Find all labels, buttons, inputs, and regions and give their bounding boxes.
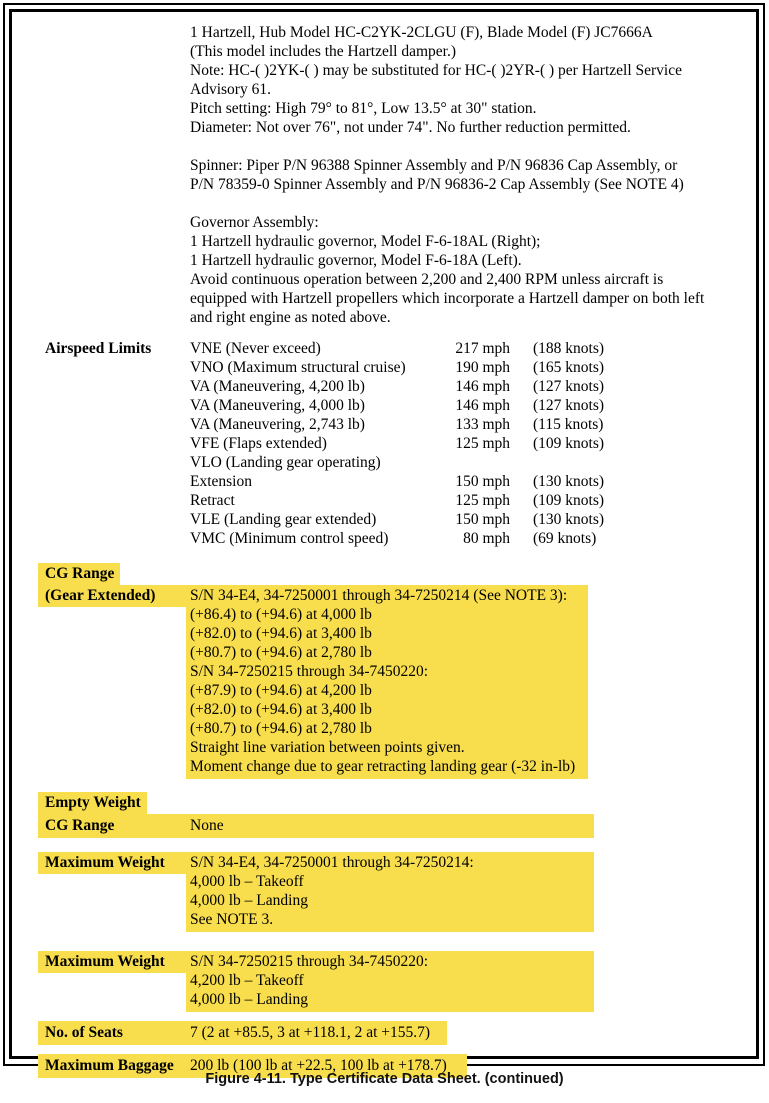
cg-range-section xyxy=(45,563,734,779)
airspeed-mph: 150 mph xyxy=(455,473,510,490)
text-line: equipped with Hartzell propellers which incorporate a Hartzell damper on both left xyxy=(190,290,705,307)
airspeed-knots: (115 knots) xyxy=(533,416,604,433)
cg-range-label-line2 xyxy=(45,585,190,607)
airspeed-limits-section xyxy=(45,339,734,548)
airspeed-knots: (165 knots) xyxy=(533,359,605,376)
airspeed-term: VA (Maneuvering, 4,200 lb) xyxy=(190,378,365,395)
airspeed-term: VMC (Minimum control speed) xyxy=(190,530,389,547)
airspeed-knots: (130 knots) xyxy=(533,473,605,490)
airspeed-row xyxy=(190,377,734,396)
text-line: 4,000 lb – Landing xyxy=(190,892,308,909)
cg-range-body-row xyxy=(45,585,734,779)
airspeed-mph xyxy=(455,453,510,472)
airspeed-term: VNE (Never exceed) xyxy=(190,340,321,357)
governor-paragraph xyxy=(190,213,734,327)
maximum-weight-1-label xyxy=(45,852,190,874)
airspeed-mph: 133 mph xyxy=(455,416,510,433)
airspeed-limits-table xyxy=(190,339,734,548)
airspeed-mph: 217 mph xyxy=(455,340,510,357)
airspeed-mph: 190 mph xyxy=(455,359,510,376)
text-line: (+80.7) to (+94.6) at 2,780 lb xyxy=(190,644,372,661)
baggage-value: 200 lb (100 lb at +22.5, 100 lb at +178.7) xyxy=(190,1057,447,1074)
text-line: Diameter: Not over 76", not under 74". No further reduction permitted. xyxy=(190,119,631,136)
airspeed-row xyxy=(190,415,734,434)
airspeed-term: Retract xyxy=(190,492,235,509)
text-line: (+80.7) to (+94.6) at 2,780 lb xyxy=(190,720,372,737)
highlight: CG Range xyxy=(38,563,120,585)
airspeed-mph: 146 mph xyxy=(455,378,510,395)
airspeed-term: Extension xyxy=(190,473,252,490)
maximum-weight-2-values xyxy=(190,951,734,1012)
highlight: Maximum Weight xyxy=(38,951,190,973)
empty-weight-label-line2: CG Range xyxy=(45,817,115,834)
empty-weight-value: None xyxy=(190,817,224,834)
baggage-label: Maximum Baggage xyxy=(45,1057,174,1074)
text-line: Moment change due to gear retracting landing gear (-32 in-lb) xyxy=(190,758,576,775)
text-line: S/N 34-7250215 through 34-7450220: xyxy=(190,953,429,970)
text-line: S/N 34-E4, 34-7250001 through 34-7250214: xyxy=(190,854,474,871)
highlight: Empty Weight xyxy=(38,792,147,814)
text-line: 1 Hartzell hydraulic governor, Model F-6-18AL (Right); xyxy=(190,233,541,250)
text-line: (+82.0) to (+94.6) at 3,400 lb xyxy=(190,701,372,718)
text-line: S/N 34-7250215 through 34-7450220: xyxy=(190,663,429,680)
airspeed-row xyxy=(190,472,734,491)
text-line: P/N 78359-0 Spinner Assembly and P/N 96836-2 Cap Assembly (See NOTE 4) xyxy=(190,176,684,193)
highlight: (Gear Extended) xyxy=(38,585,190,607)
text-line: (This model includes the Hartzell damper.) xyxy=(190,43,456,60)
text-line: (+82.0) to (+94.6) at 3,400 lb xyxy=(190,625,372,642)
cg-range-highlight-block xyxy=(186,585,588,779)
figure-caption: Figure 4-11. Type Certificate Data Sheet. (continued) xyxy=(205,1071,564,1087)
empty-weight-value-row xyxy=(38,814,594,838)
empty-weight-label-row xyxy=(45,792,734,814)
text-line: 1 Hartzell hydraulic governor, Model F-6-18A (Left). xyxy=(190,252,522,269)
airspeed-knots: (130 knots) xyxy=(533,511,605,528)
airspeed-term: VFE (Flaps extended) xyxy=(190,435,327,452)
cg-range-label-line1 xyxy=(45,563,190,585)
airspeed-mph: 146 mph xyxy=(455,397,510,414)
text-line: See NOTE 3. xyxy=(190,911,274,928)
cg-range-values xyxy=(190,585,734,779)
text-line: Straight line variation between points given. xyxy=(190,739,465,756)
airspeed-row xyxy=(190,529,734,548)
airspeed-row xyxy=(190,510,734,529)
airspeed-mph: 80 mph xyxy=(463,530,510,547)
spinner-paragraph xyxy=(190,156,734,194)
empty-weight-label-line1 xyxy=(45,792,190,814)
airspeed-term: VLE (Landing gear extended) xyxy=(190,511,377,528)
airspeed-term: VLO (Landing gear operating) xyxy=(190,454,381,471)
text-line: Pitch setting: High 79° to 81°, Low 13.5° at 30" station. xyxy=(190,100,537,117)
text-line: and right engine as noted above. xyxy=(190,309,391,326)
maximum-weight-2-highlight-block xyxy=(186,951,594,1012)
cg-range-label-row xyxy=(45,563,734,585)
airspeed-row xyxy=(190,453,734,472)
airspeed-term: VNO (Maximum structural cruise) xyxy=(190,359,406,376)
text-line: 4,000 lb – Takeoff xyxy=(190,873,304,890)
airspeed-mph: 150 mph xyxy=(455,511,510,528)
propeller-text xyxy=(190,23,734,327)
maximum-weight-1-section xyxy=(45,852,734,932)
text-line: Spinner: Piper P/N 96388 Spinner Assembly and P/N 96836 Cap Assembly, or xyxy=(190,157,678,174)
text-line: Avoid continuous operation between 2,200 and 2,400 RPM unless aircraft is xyxy=(190,271,664,288)
airspeed-knots: (109 knots) xyxy=(533,492,605,509)
hub-paragraph xyxy=(190,23,734,137)
airspeed-knots: (109 knots) xyxy=(533,435,605,452)
maximum-weight-1-values xyxy=(190,852,734,932)
text-line: 1 Hartzell, Hub Model HC-C2YK-2CLGU (F), Blade Model (F) JC7666A xyxy=(190,24,653,41)
airspeed-knots: (69 knots) xyxy=(533,530,597,547)
text-line: Governor Assembly: xyxy=(190,214,319,231)
airspeed-knots: (188 knots) xyxy=(533,340,605,357)
airspeed-term: VA (Maneuvering, 4,000 lb) xyxy=(190,397,365,414)
seats-section xyxy=(45,1021,734,1045)
highlight: Maximum Weight xyxy=(38,852,190,874)
maximum-weight-1-highlight-block xyxy=(186,852,594,932)
airspeed-row xyxy=(190,339,734,358)
airspeed-row xyxy=(190,358,734,377)
airspeed-mph: 125 mph xyxy=(455,492,510,509)
airspeed-row xyxy=(190,396,734,415)
airspeed-row xyxy=(190,491,734,510)
maximum-weight-2-label xyxy=(45,951,190,973)
maximum-weight-2-section xyxy=(45,951,734,1012)
airspeed-knots: (127 knots) xyxy=(533,378,605,395)
airspeed-row xyxy=(190,434,734,453)
airspeed-limits-label: Airspeed Limits xyxy=(45,340,152,357)
document-content xyxy=(45,23,734,1078)
text-line: Advisory 61. xyxy=(190,81,271,98)
text-line: 4,200 lb – Takeoff xyxy=(190,972,304,989)
text-line: 4,000 lb – Landing xyxy=(190,991,308,1008)
seats-row xyxy=(38,1021,447,1045)
text-line: S/N 34-E4, 34-7250001 through 34-7250214 (See NOTE 3): xyxy=(190,587,568,604)
seats-value: 7 (2 at +85.5, 3 at +118.1, 2 at +155.7) xyxy=(190,1024,431,1041)
airspeed-mph: 125 mph xyxy=(455,435,510,452)
empty-weight-section xyxy=(45,792,734,838)
seats-label: No. of Seats xyxy=(45,1024,123,1041)
airspeed-term: VA (Maneuvering, 2,743 lb) xyxy=(190,416,365,433)
text-line: (+87.9) to (+94.6) at 4,200 lb xyxy=(190,682,372,699)
propeller-section xyxy=(45,23,734,327)
airspeed-knots: (127 knots) xyxy=(533,397,605,414)
text-line: (+86.4) to (+94.6) at 4,000 lb xyxy=(190,606,372,623)
text-line: Note: HC-( )2YK-( ) may be substituted for HC-( )2YR-( ) per Hartzell Service xyxy=(190,62,682,79)
